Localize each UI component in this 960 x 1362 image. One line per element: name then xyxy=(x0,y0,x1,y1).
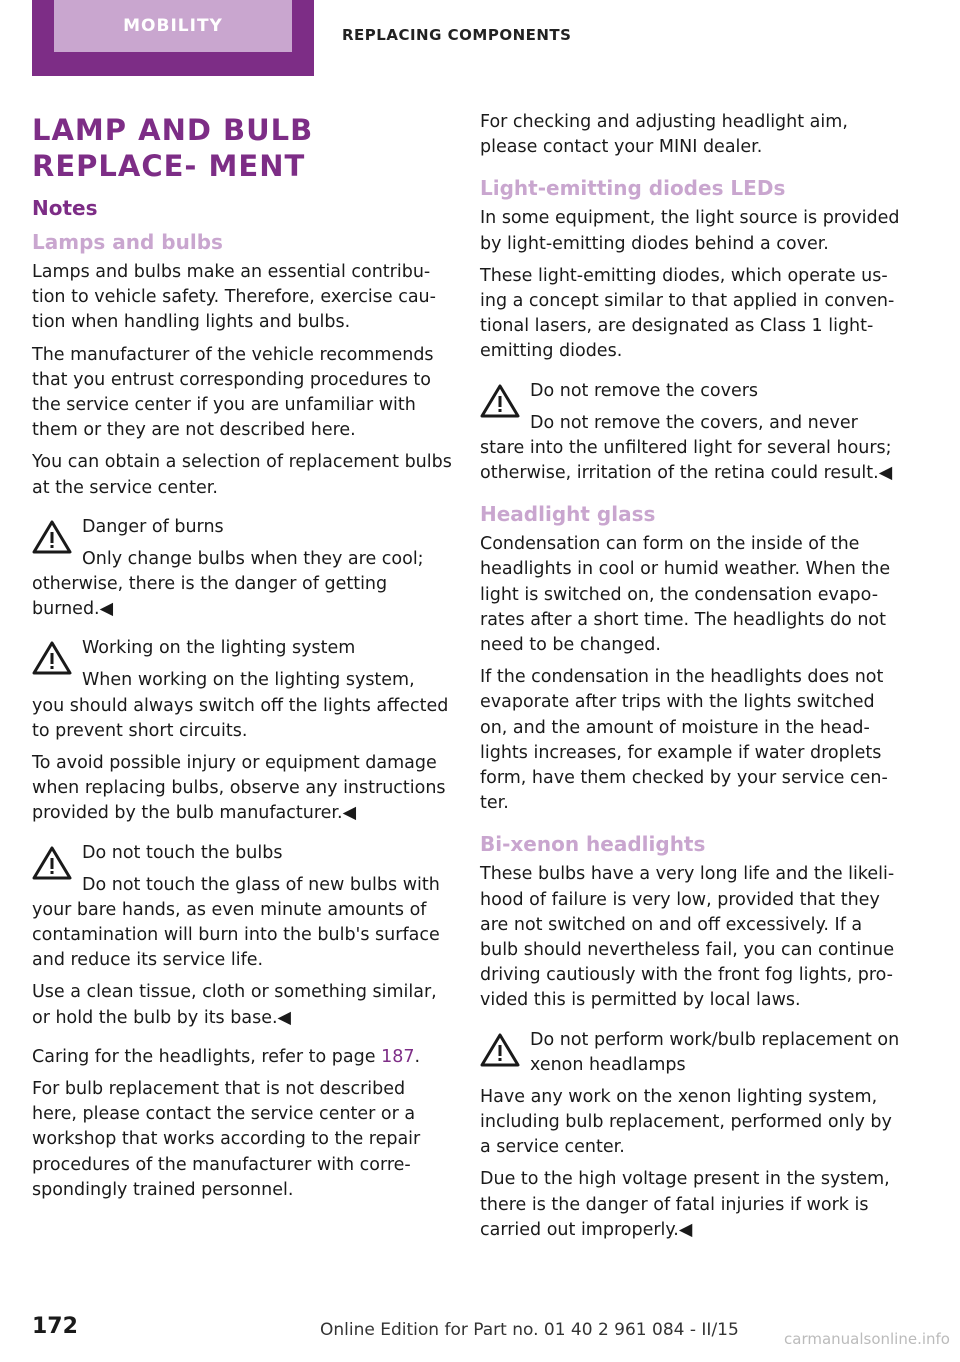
warning-triangle-icon xyxy=(32,845,72,881)
paragraph-text: Caring for the headlights, refer to page xyxy=(32,1046,382,1067)
paragraph: These bulbs have a very long life and the likeli- hood of failure is very low, provided that they are not switched on and off excessively. If a bulb should nevertheless fail, you can continue driving cautiously with the front fog lights, pro- vided this is permitted by local laws. xyxy=(480,864,895,1011)
warning-text: Do not touch the glass of new bulbs with your bare hands, as even minute amounts of contamination will burn into the bulb's surface and reduce its service life. xyxy=(32,874,440,971)
warning-title: Working on the lighting system xyxy=(82,638,356,659)
page-title: LAMP AND BULB REPLACE- MENT xyxy=(32,113,314,183)
paragraph: For bulb replacement that is not described here, please contact the service center or a workshop that works according to the repair procedures of the manufacturer with corre- spondingly trained personnel. xyxy=(32,1079,421,1200)
paragraph: If the condensation in the headlights does not evaporate after trips with the lights switched on, and the amount of moisture in the head- lights increases, for example if water droplets form, have them checked by your service cen- ter. xyxy=(480,667,888,814)
xenon-heading: Bi-xenon headlights xyxy=(480,832,706,857)
warning-block xyxy=(32,515,452,623)
warning-triangle-icon xyxy=(480,383,520,419)
edition-footer: Online Edition for Part no. 01 40 2 961 084 - II/15 xyxy=(320,1320,739,1340)
watermark: carmanualsonline.info xyxy=(784,1330,950,1348)
warning-title: Do not remove the covers xyxy=(530,380,759,401)
warning-text: When working on the lighting system, you should always switch off the lights affected to prevent short circuits. xyxy=(32,670,449,741)
chapter-tab xyxy=(32,0,314,76)
page-link[interactable]: 187 xyxy=(381,1046,415,1067)
warning-text: Use a clean tissue, cloth or something similar, or hold the bulb by its base.◀ xyxy=(32,982,437,1028)
warning-block xyxy=(32,636,452,826)
paragraph: In some equipment, the light source is provided by light-emitting diodes behind a cover. xyxy=(480,208,900,254)
paragraph: For checking and adjusting headlight aim, please contact your MINI dealer. xyxy=(480,112,848,158)
warning-block xyxy=(480,1028,900,1243)
warning-block xyxy=(32,841,452,1031)
warning-triangle-icon xyxy=(32,640,72,676)
glass-heading: Headlight glass xyxy=(480,502,656,527)
warning-title: Do not perform work/bulb replacement on xenon headlamps xyxy=(530,1029,900,1075)
warning-triangle-icon xyxy=(480,1032,520,1068)
warning-title: Danger of burns xyxy=(82,516,224,537)
warning-triangle-icon xyxy=(32,519,72,555)
paragraph: Lamps and bulbs make an essential contribu- tion to vehicle safety. Therefore, exercise cau- tion when handling lights and bulbs. xyxy=(32,262,436,333)
paragraph: The manufacturer of the vehicle recommends that you entrust corresponding procedures to the service center if you are unfamiliar with them or they are not described here. xyxy=(32,344,434,441)
paragraph: Condensation can form on the inside of the headlights in cool or humid weather. When the light is switched on, the condensation evapo- rates after a short time. The headlights do not need to be changed. xyxy=(480,534,891,656)
warning-title: Do not touch the bulbs xyxy=(82,842,283,863)
chapter-tab-label: MOBILITY xyxy=(54,0,292,52)
left-column xyxy=(32,112,452,1210)
warning-text: Do not remove the covers, and never stare into the unfiltered light for several hours; otherwise, irritation of the retina could result.◀ xyxy=(480,412,893,484)
lamps-heading: Lamps and bulbs xyxy=(32,230,223,254)
warning-text: To avoid possible injury or equipment damage when replacing bulbs, observe any instructions provided by the bulb manufacturer.◀ xyxy=(32,753,446,824)
page-number: 172 xyxy=(32,1314,78,1339)
paragraph: These light-emitting diodes, which operate us- ing a concept similar to that applied in conven- tional lasers, are designated as Class 1 light- emitting diodes. xyxy=(480,265,895,362)
warning-text: Due to the high voltage present in the system, there is the danger of fatal injuries if work is carried out improperly.◀ xyxy=(480,1169,890,1240)
paragraph: You can obtain a selection of replacement bulbs at the service center. xyxy=(32,452,452,498)
notes-heading: Notes xyxy=(32,196,98,220)
warning-text: Only change bulbs when they are cool; otherwise, there is the danger of getting burned.◀ xyxy=(32,548,424,620)
warning-block xyxy=(480,379,900,487)
section-title: REPLACING COMPONENTS xyxy=(342,26,572,44)
paragraph xyxy=(32,1045,452,1070)
right-column xyxy=(480,110,900,1250)
led-heading: Light-emitting diodes LEDs xyxy=(480,176,786,201)
paragraph-text: . xyxy=(414,1046,421,1067)
warning-text: Have any work on the xenon lighting system, including bulb replacement, performed only by a service center. xyxy=(480,1086,892,1158)
